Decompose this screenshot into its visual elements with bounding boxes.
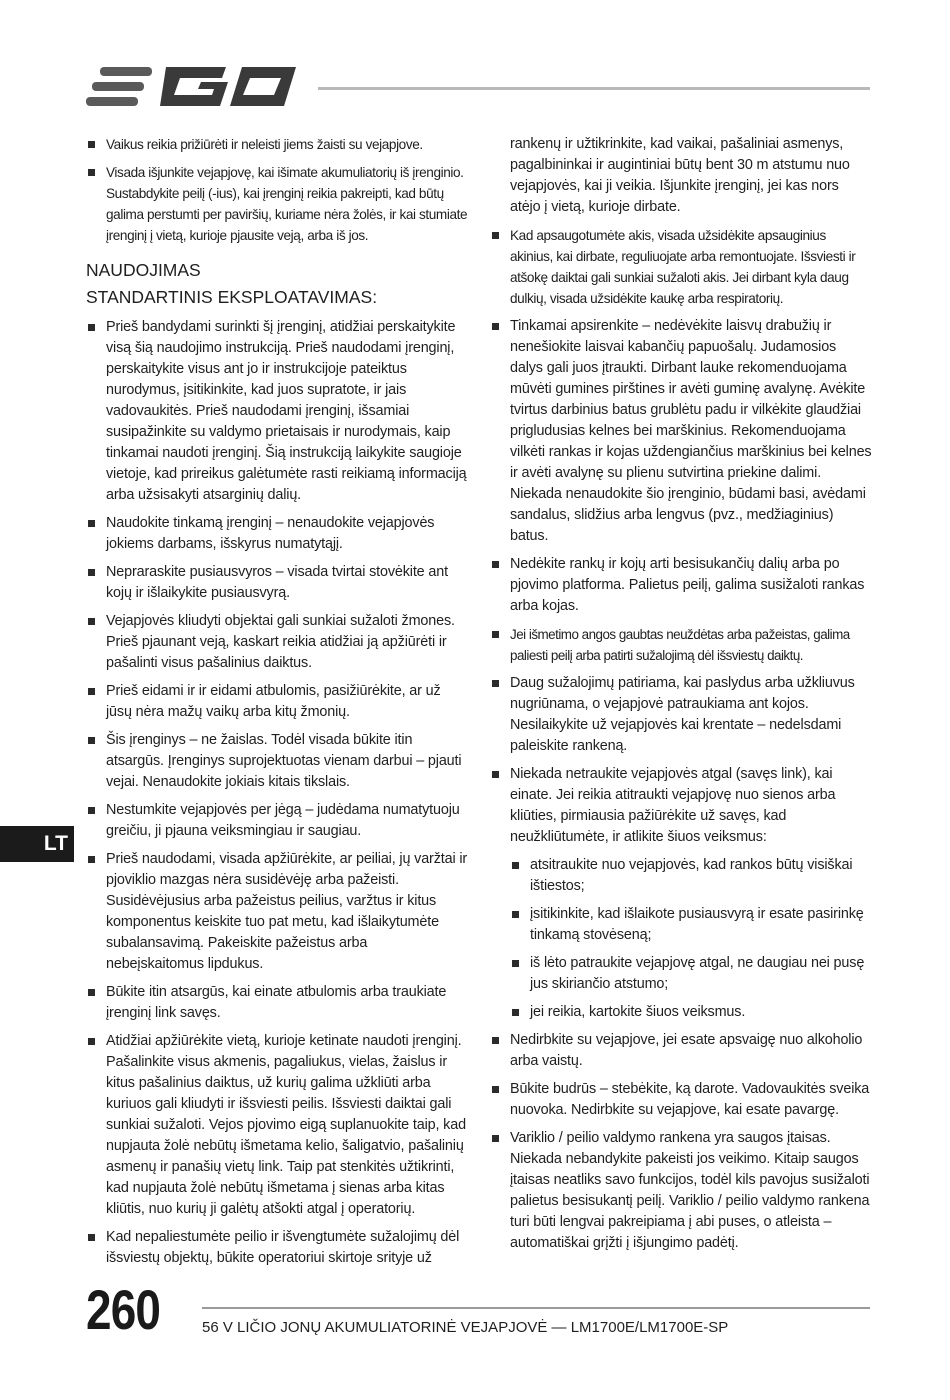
list-item: Prieš naudodami, visada apžiūrėkite, ar peiliai, jų varžtai ir pjoviklio mazgas nėra susidėvėję arba pažeisti. Susidėvėjusius arba pažeistus peilius, varžtus ir kitus komponentus keiskite tuo pat metu, kad išlaikytumėte subalansavimą. Pakeiskite pažeistus arba nebeįskaitomus lipdukus. [86, 849, 468, 975]
sub-list-item: jei reikia, kartokite šiuos veiksmus. [510, 1002, 872, 1023]
list-item: Būkite budrūs – stebėkite, ką darote. Vadovaukitės sveika nuovoka. Nedirbkite su vejapjove, kai esate pavargę. [490, 1079, 872, 1121]
safety-list-top [86, 134, 468, 246]
list-item: Kad nepaliestumėte peilio ir išvengtumėte sužalojimų dėl išsviestų objektų, būkite operatoriui skirtoje srityje už [86, 1227, 468, 1269]
footer-title: 56 V LIČIO JONŲ AKUMULIATORINĖ VEJAPJOVĖ — LM1700E/LM1700E-SP [202, 1319, 729, 1336]
list-item: Naudokite tinkamą įrenginį – nenaudokite vejapjovės jokiems darbams, išskyrus numatytąjį. [86, 513, 468, 555]
list-item: Nedėkite rankų ir kojų arti besisukančių dalių arba po pjovimo platforma. Palietus peilį, galima susižaloti rankas arba kojas. [490, 554, 872, 617]
list-item: Visada išjunkite vejapjovę, kai išimate akumuliatorių iš įrenginio. Sustabdykite peilį (-ius), kai įrenginį reikia pakreipti, kad būtų galima perstumti per paviršių, kuriame nėra žolės, ir kai stumiate įrenginį į vietą, kurioje pjausite veją, arba iš jos. [86, 162, 468, 246]
page-number: 260 [86, 1278, 161, 1341]
continuation-text: rankenų ir užtikrinkite, kad vaikai, pašaliniai asmenys, pagalbininkai ir augintiniai būtų bent 30 m atstumu nuo vejapjovės, kai ji veikia. Išjunkite įrenginį, jei kas nors atėjo į vietą, kurioje dirbate. [510, 136, 850, 215]
list-item: Nepraraskite pusiausvyros – visada tvirtai stovėkite ant kojų ir išlaikykite pusiausvyrą. [86, 562, 468, 604]
list-item: Nestumkite vejapjovės per jėgą – judėdama numatytuoju greičiu, ji pjauna veiksmingiau ir saugiau. [86, 800, 468, 842]
list-item: Būkite itin atsargūs, kai einate atbulomis arba traukiate įrenginį link savęs. [86, 982, 468, 1024]
list-item: Šis įrenginys – ne žaislas. Todėl visada būkite itin atsargūs. Įrenginys suprojektuotas vienam darbui – pjauti vejai. Nenaudokite jokiais kitais tikslais. [86, 730, 468, 793]
list-item: Kad apsaugotumėte akis, visada užsidėkite apsauginius akinius, kai dirbate, reguliuojate arba remontuojate. Išsviesti ir atšokę daiktai gali sunkiai sužaloti akis. Jei dirbant kyla daug dulkių, visada užsidėkite kaukę arba respiratorių. [490, 225, 872, 309]
list-item: Jei išmetimo angos gaubtas neuždėtas arba pažeistas, galima paliesti peilį arba patirti sužalojimą dėl išsviestų daiktų. [490, 624, 872, 666]
list-item: Atidžiai apžiūrėkite vietą, kurioje ketinate naudoti įrenginį. Pašalinkite visus akmenis, pagaliukus, vielas, žaislus ir kitus pašalinius daiktus, už kurių galima užkliūti arba kuriuos gali kliudyti ir išsviesti peilis. Išsviesti daiktai gali sunkiai sužaloti. Vejos pjovimo eigą suplanuokite taip, kad nupjauta žolė nebūtų išmetama kelio, šaligatvio, pašalinių asmenų ir panašių vietų link. Taip pat stenkitės užtikrinti, kad nupjauta žolė nebūtų išmetama į sienas arba kitas kliūtis, nuo kurių ji galėtų atšokti atgal į operatorių. [86, 1031, 468, 1220]
list-item: Prieš bandydami surinkti šį įrenginį, atidžiai perskaitykite visą šią naudojimo instrukciją. Prieš naudodami įrenginį, perskaitykite visus ant jo ir instrukcijoje pateiktus nurodymus, įsitikinkite, kad juos supratote, ir jais vadovaukitės. Prieš naudodami įrenginį, išsamiai susipažinkite su valdymo prietaisais ir nurodymais, kaip tinkamai naudoti įrenginį. Šią instrukciją laikykite saugioje vietoje, kad prireikus galėtumėte rasti reikiamą informaciją arba užsisakyti atsarginių dalių. [86, 317, 468, 506]
ego-logo-graphic [86, 62, 298, 112]
list-item-text: Niekada netraukite vejapjovės atgal (savęs link), kai einate. Jei reikia atitraukti vejapjovę nuo sienos arba kliūties, pirmiausia pažiūrėkite už savęs, kad neužkliūtumėte, ir atlikite šiuos veiksmus: [510, 766, 836, 845]
heading-line-2: STANDARTINIS EKSPLOATAVIMAS: [86, 287, 378, 307]
safety-list-right [490, 134, 872, 1254]
operation-list [86, 317, 468, 1269]
list-item: Tinkamai apsirenkite – nedėvėkite laisvų drabužių ir nenešiokite laisvai kabančių papuošalų. Judamosios dalys gali juos įtraukti. Dirbant lauke rekomenduojama mūvėti gumines pirštines ir avėti guminę avalynę. Avėkite tvirtus darbinius batus grublėtu padu ir vilkėkite glaudžiai prigludusias kelnes bei marškinius. Rekomenduojama vilkėti rankas ir kojas uždengiančius marškinius bei kelnes ir avėti avalynę su plienu sutvirtina priekine dalimi. Niekada nenaudokite šio įrenginio, būdami basi, avėdami sandalus, slidžius arba lengvus (pvz., medžiaginius) batus. [490, 316, 872, 547]
sub-list-item: įsitikinkite, kad išlaikote pusiausvyrą ir esate pasirinkę tinkamą stovėseną; [510, 904, 872, 946]
ego-logo [86, 62, 298, 117]
sub-list [510, 855, 872, 1023]
list-item: Daug sužalojimų patiriama, kai paslydus arba užkliuvus nugriūnama, o vejapjovė patraukiama ant kojos. Nesilaikykite už vejapjovės kai krentate – nedelsdami paleiskite rankeną. [490, 673, 872, 757]
list-item: Nedirbkite su vejapjove, jei esate apsvaigę nuo alkoholio arba vaistų. [490, 1030, 872, 1072]
list-item: Variklio / peilio valdymo rankena yra saugos įtaisas. Niekada nebandykite pakeisti jos veikimo. Kitaip saugos įtaisas neatliks savo funkcijos, todėl kils pavojus susižaloti palietus besisukantį peilį. Variklio / peilio valdymo rankena turi būti lengvai pakreipiama į abi puses, o atleista – automatiškai grįžti į išjungimo padėtį. [490, 1128, 872, 1254]
list-item [490, 764, 872, 1023]
list-item: Prieš eidami ir ir eidami atbulomis, pasižiūrėkite, ar už jūsų nėra mažų vaikų arba kitų žmonių. [86, 681, 468, 723]
sub-list-item: iš lėto patraukite vejapjovę atgal, ne daugiau nei pusę jus skiriančio atstumo; [510, 953, 872, 995]
left-column [86, 134, 468, 1276]
heading-line-1: NAUDOJIMAS [86, 260, 201, 280]
list-item: Vejapjovės kliudyti objektai gali sunkiai sužaloti žmones. Prieš pjaunant veją, kaskart reikia atidžiai ją apžiūrėti ir pašalinti visus pašalinius daiktus. [86, 611, 468, 674]
footer-rule [202, 1307, 870, 1309]
language-tab: LT [0, 826, 74, 862]
right-column [490, 134, 872, 1261]
sub-list-item: atsitraukite nuo vejapjovės, kad rankos būtų visiškai ištiestos; [510, 855, 872, 897]
section-heading [86, 258, 468, 309]
header-rule [318, 87, 870, 90]
list-item: Vaikus reikia prižiūrėti ir neleisti jiems žaisti su vejapjove. [86, 134, 468, 155]
